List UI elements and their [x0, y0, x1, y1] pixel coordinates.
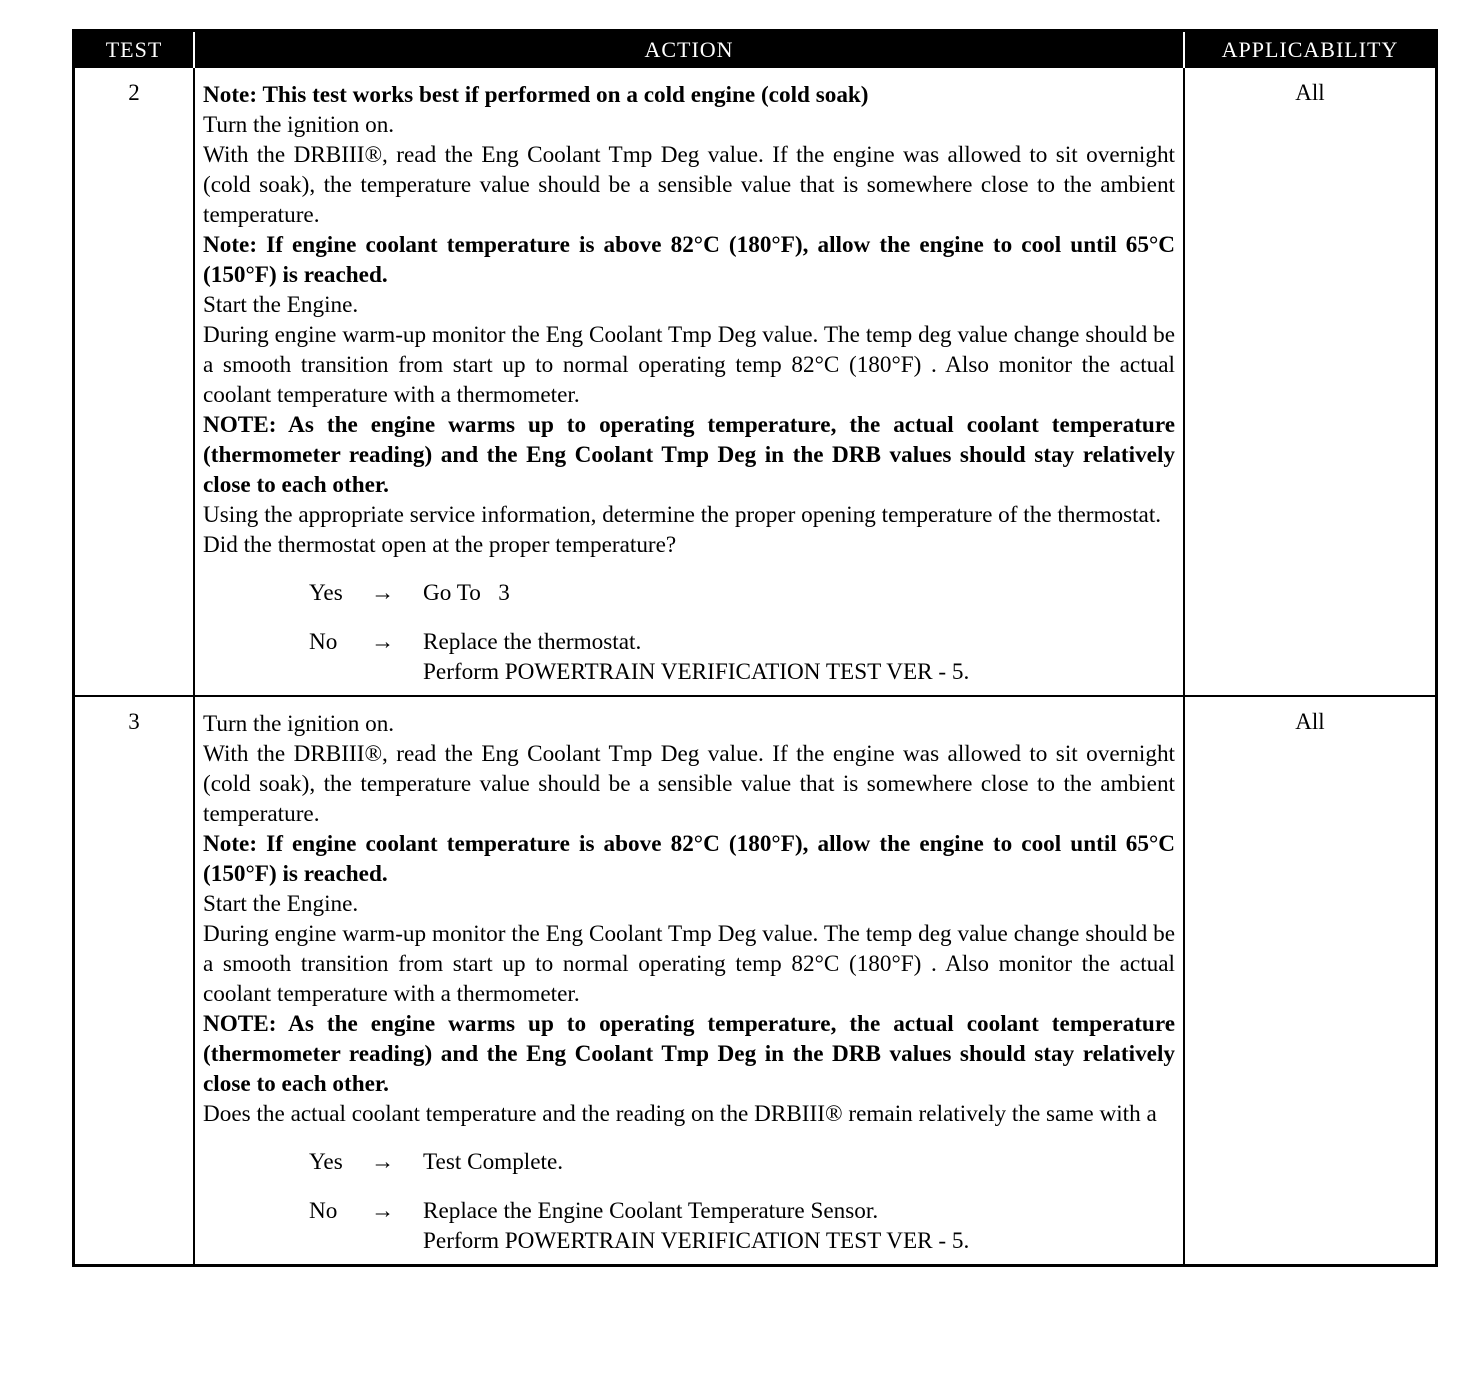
answer-no [309, 1196, 1175, 1256]
action-cell [194, 68, 1184, 696]
answer-result-line: Test Complete. [423, 1149, 564, 1175]
action-note: NOTE: As the engine warms up to operating temperature, the actual coolant temperature (thermometer reading) and the Eng Coolant Tmp Deg in the DRB values should stay relatively close to each other. [203, 1011, 1175, 1097]
test-number: 3 [75, 696, 194, 1264]
applicability-value: All [1295, 80, 1325, 105]
action-step: During engine warm-up monitor the Eng Coolant Tmp Deg value. The temp deg value change should be a smooth transition from start up to normal operating temp 82°C (180°F) . Also monitor the actual coolant temperature with a thermometer. [203, 921, 1175, 1007]
action-step: Using the appropriate service information, determine the proper opening temperature of the thermostat. [203, 502, 1162, 528]
answer-result-line: Perform POWERTRAIN VERIFICATION TEST VER - 5. [423, 1228, 970, 1254]
answer-result [423, 1147, 1175, 1177]
answer-result-line: Go To 3 [423, 580, 510, 606]
action-note: Note: If engine coolant temperature is above 82°C (180°F), allow the engine to cool until 65°C (150°F) is reached. [203, 831, 1175, 887]
action-step: Start the Engine. [203, 891, 359, 917]
table-row [75, 696, 1435, 1264]
answer-label: No [309, 1198, 338, 1224]
action-step: With the DRBIII®, read the Eng Coolant Tmp Deg value. If the engine was allowed to sit overnight (cold soak), the temperature value should be a sensible value that is somewhere close to the ambient temperature. [203, 741, 1175, 827]
table-row [75, 68, 1435, 696]
answer-yes [309, 1147, 1175, 1177]
answer-label: Yes [309, 1149, 343, 1175]
answer-result-line: Replace the thermostat. [423, 629, 642, 655]
table-body [75, 68, 1435, 1264]
test-table [75, 32, 1435, 1264]
action-step: Turn the ignition on. [203, 711, 395, 737]
action-note: NOTE: As the engine warms up to operating temperature, the actual coolant temperature (thermometer reading) and the Eng Coolant Tmp Deg in the DRB values should stay relatively close to each other. [203, 412, 1175, 498]
applicability-value: All [1184, 696, 1435, 1264]
action-step: Does the actual coolant temperature and the reading on the DRBIII® remain relatively the same with a [203, 1101, 1157, 1127]
diagnostic-test-table [72, 29, 1438, 1267]
answer-yes [309, 578, 1175, 608]
answer-result [423, 578, 1175, 608]
answer-result-line: Perform POWERTRAIN VERIFICATION TEST VER - 5. [423, 659, 970, 685]
answer-result [423, 1196, 1175, 1256]
answer-label: No [309, 629, 338, 655]
action-step: During engine warm-up monitor the Eng Coolant Tmp Deg value. The temp deg value change should be a smooth transition from start up to normal operating temp 82°C (180°F) . Also monitor the actual coolant temperature with a thermometer. [203, 322, 1175, 408]
test-number: 2 [128, 80, 140, 105]
header-action: ACTION [194, 32, 1184, 68]
answer-result [423, 627, 1175, 687]
right-arrow-icon: → [371, 1198, 395, 1224]
header-applicability: APPLICABILITY [1184, 32, 1435, 68]
right-arrow-icon: → [371, 580, 395, 606]
action-step: Did the thermostat open at the proper temperature? [203, 532, 677, 558]
action-note: Note: If engine coolant temperature is above 82°C (180°F), allow the engine to cool until 65°C (150°F) is reached. [203, 232, 1175, 288]
answer-no [309, 627, 1175, 687]
action-step: Start the Engine. [203, 292, 359, 318]
action-step: Turn the ignition on. [203, 112, 395, 138]
right-arrow-icon: → [371, 1149, 395, 1175]
action-step: With the DRBIII®, read the Eng Coolant Tmp Deg value. If the engine was allowed to sit overnight (cold soak), the temperature value should be a sensible value that is somewhere close to the ambient temperature. [203, 142, 1175, 228]
answer-result-line: Replace the Engine Coolant Temperature Sensor. [423, 1198, 879, 1224]
answer-label: Yes [309, 580, 343, 606]
action-cell [194, 696, 1184, 1264]
answer-list [203, 578, 1175, 687]
answer-list [203, 1147, 1175, 1256]
header-row [75, 32, 1435, 68]
header-test: TEST [75, 32, 194, 68]
right-arrow-icon: → [371, 629, 395, 655]
action-note: Note: This test works best if performed on a cold engine (cold soak) [203, 82, 869, 108]
